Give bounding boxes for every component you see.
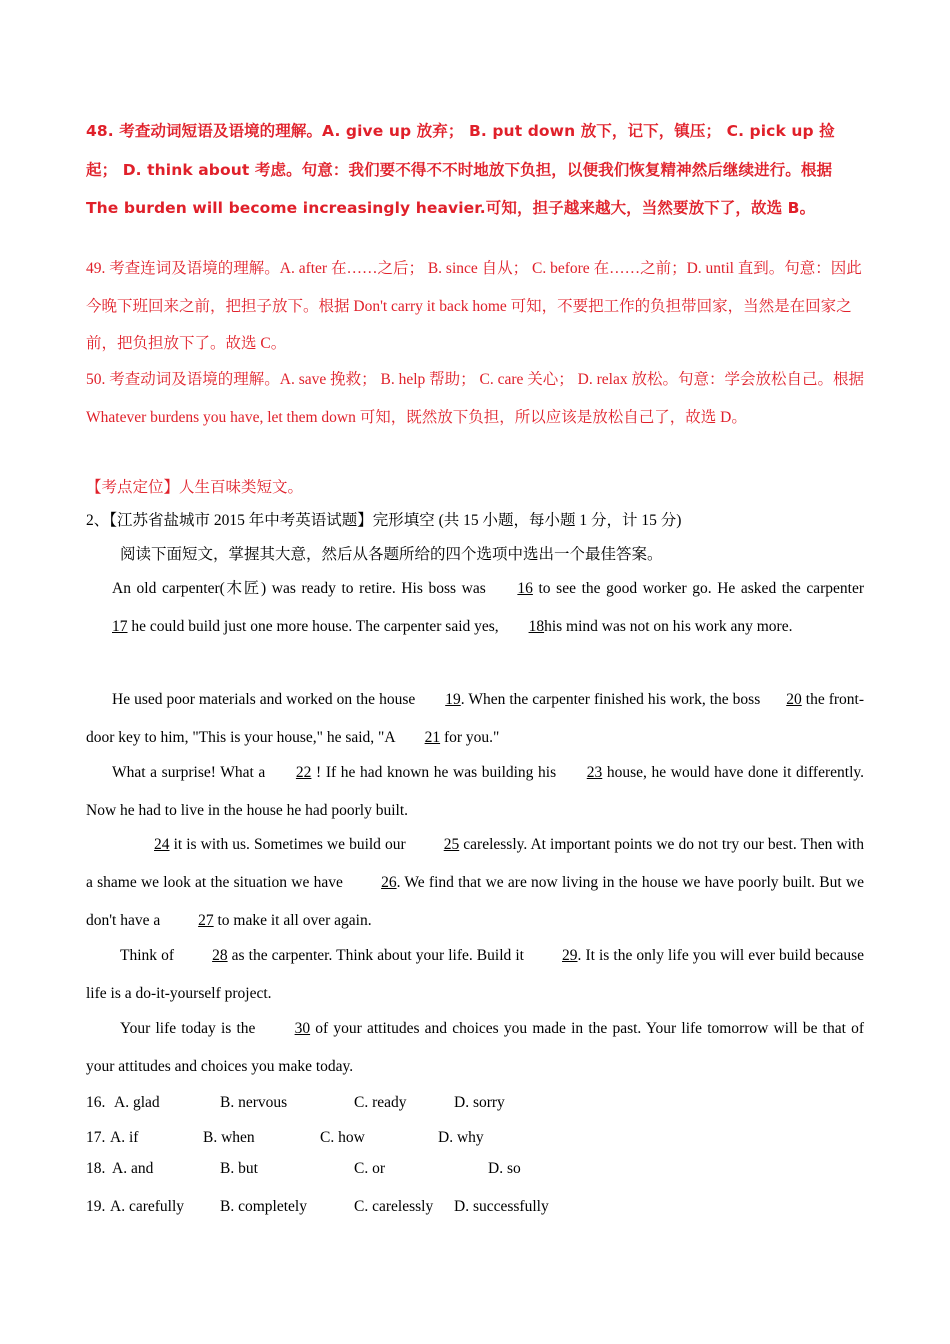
- blank-16[interactable]: 16: [517, 580, 533, 597]
- option-c[interactable]: C. carelessly: [354, 1198, 434, 1215]
- option-a[interactable]: A. carefully: [110, 1198, 185, 1215]
- option-c[interactable]: C. ready: [354, 1094, 407, 1111]
- blank-24[interactable]: 24: [154, 836, 170, 853]
- passage-paragraph-3: What a surprise! What a 22 ! If he had known he was building his 23 house, he would have done it differently. Now he had to live in the house he had poorly built.: [86, 754, 864, 830]
- option-b[interactable]: B. but: [220, 1160, 258, 1177]
- option-number: 18.: [86, 1160, 106, 1177]
- option-c[interactable]: C. how: [320, 1129, 365, 1146]
- option-d[interactable]: D. why: [438, 1129, 484, 1146]
- blank-20[interactable]: 20: [786, 691, 802, 708]
- explanation-48: 48. 考查动词短语及语境的理解。A. give up 放弃； B. put down 放下，记下，镇压； C. pick up 捡起； D. think about 考虑。句意：我们要不得不不时地放下负担，以便我们恢复精神然后继续进行。根据 The burden will become increasingly heavier.可知，担子越来越大，当然要放下了，故选 B。: [86, 122, 835, 217]
- blank-30[interactable]: 30: [294, 1020, 311, 1037]
- passage-paragraph-2: He used poor materials and worked on the house 19. When the carpenter finished his work, the boss 20 the front-door key to him, "This is your house," he said, "A 21 for you.": [86, 681, 864, 757]
- passage-paragraph-1: An old carpenter(木匠) was ready to retire. His boss was 16 to see the good worker go. He asked the carpenter 17 he could build just one more house. The carpenter said yes, 18his mind was not on his work any more.: [86, 570, 864, 646]
- option-c[interactable]: C. or: [354, 1160, 385, 1177]
- question-2-instruction: 阅读下面短文，掌握其大意，然后从各题所给的四个选项中选出一个最佳答案。: [120, 546, 663, 563]
- blank-17[interactable]: 17: [112, 618, 128, 635]
- passage-paragraph-4: 24 it is with us. Sometimes we build our 25 carelessly. At important points we do not try our best. Then with a shame we look at the situation we have 26. We find that we are now living in the house we have poorly built. But we don't have a 27 to make it all over again.: [86, 826, 864, 940]
- option-b[interactable]: B. completely: [220, 1198, 307, 1215]
- blank-18[interactable]: 18: [528, 618, 545, 635]
- option-b[interactable]: B. when: [203, 1129, 255, 1146]
- option-number: 16.: [86, 1094, 106, 1111]
- kaodian-label: 【考点定位】人生百味类短文。: [86, 479, 304, 496]
- passage-paragraph-6: Your life today is the 30 of your attitudes and choices you made in the past. Your life tomorrow will be that of your attitudes and choices you make today.: [86, 1010, 864, 1086]
- explanation-50: 50. 考查动词及语境的理解。A. save 挽救； B. help 帮助； C. care 关心； D. relax 放松。句意：学会放松自己。根据 Whatever burdens you have, let them down 可知，既然放下负担，所以应该是放松自己了，故选 D。: [86, 371, 864, 426]
- option-number: 17.: [86, 1129, 106, 1146]
- option-d[interactable]: D. so: [488, 1160, 521, 1177]
- question-2-header: 2、【江苏省盐城市 2015 年中考英语试题】完形填空 (共 15 小题，每小题 1 分，计 15 分): [86, 512, 682, 529]
- blank-26[interactable]: 26: [381, 874, 397, 891]
- option-d[interactable]: D. successfully: [454, 1198, 549, 1215]
- option-b[interactable]: B. nervous: [220, 1094, 288, 1111]
- blank-27[interactable]: 27: [198, 912, 214, 929]
- explanation-49: 49. 考查连词及语境的理解。A. after 在……之后； B. since 自从； C. before 在……之前；D. until 直到。句意：因此今晚下班回来之前，把担子放下。根据 Don't carry it back home 可知，不要把工作的负担带回家，当然是在回家之前，把负担放下了。故选 C。: [86, 260, 862, 352]
- passage-paragraph-5: Think of 28 as the carpenter. Think about your life. Build it 29. It is the only life you will ever build because life is a do-it-yourself project.: [86, 937, 864, 1013]
- blank-29[interactable]: 29: [562, 947, 578, 964]
- blank-21[interactable]: 21: [424, 729, 441, 746]
- blank-28[interactable]: 28: [212, 947, 228, 964]
- option-a[interactable]: A. and: [112, 1160, 154, 1177]
- option-number: 19.: [86, 1198, 106, 1215]
- blank-22[interactable]: 22: [295, 764, 312, 781]
- blank-25[interactable]: 25: [443, 836, 460, 853]
- blank-19[interactable]: 19: [445, 691, 461, 708]
- blank-23[interactable]: 23: [586, 764, 603, 781]
- option-d[interactable]: D. sorry: [454, 1094, 505, 1111]
- option-a[interactable]: A. if: [110, 1129, 139, 1146]
- option-a[interactable]: A. glad: [114, 1094, 160, 1111]
